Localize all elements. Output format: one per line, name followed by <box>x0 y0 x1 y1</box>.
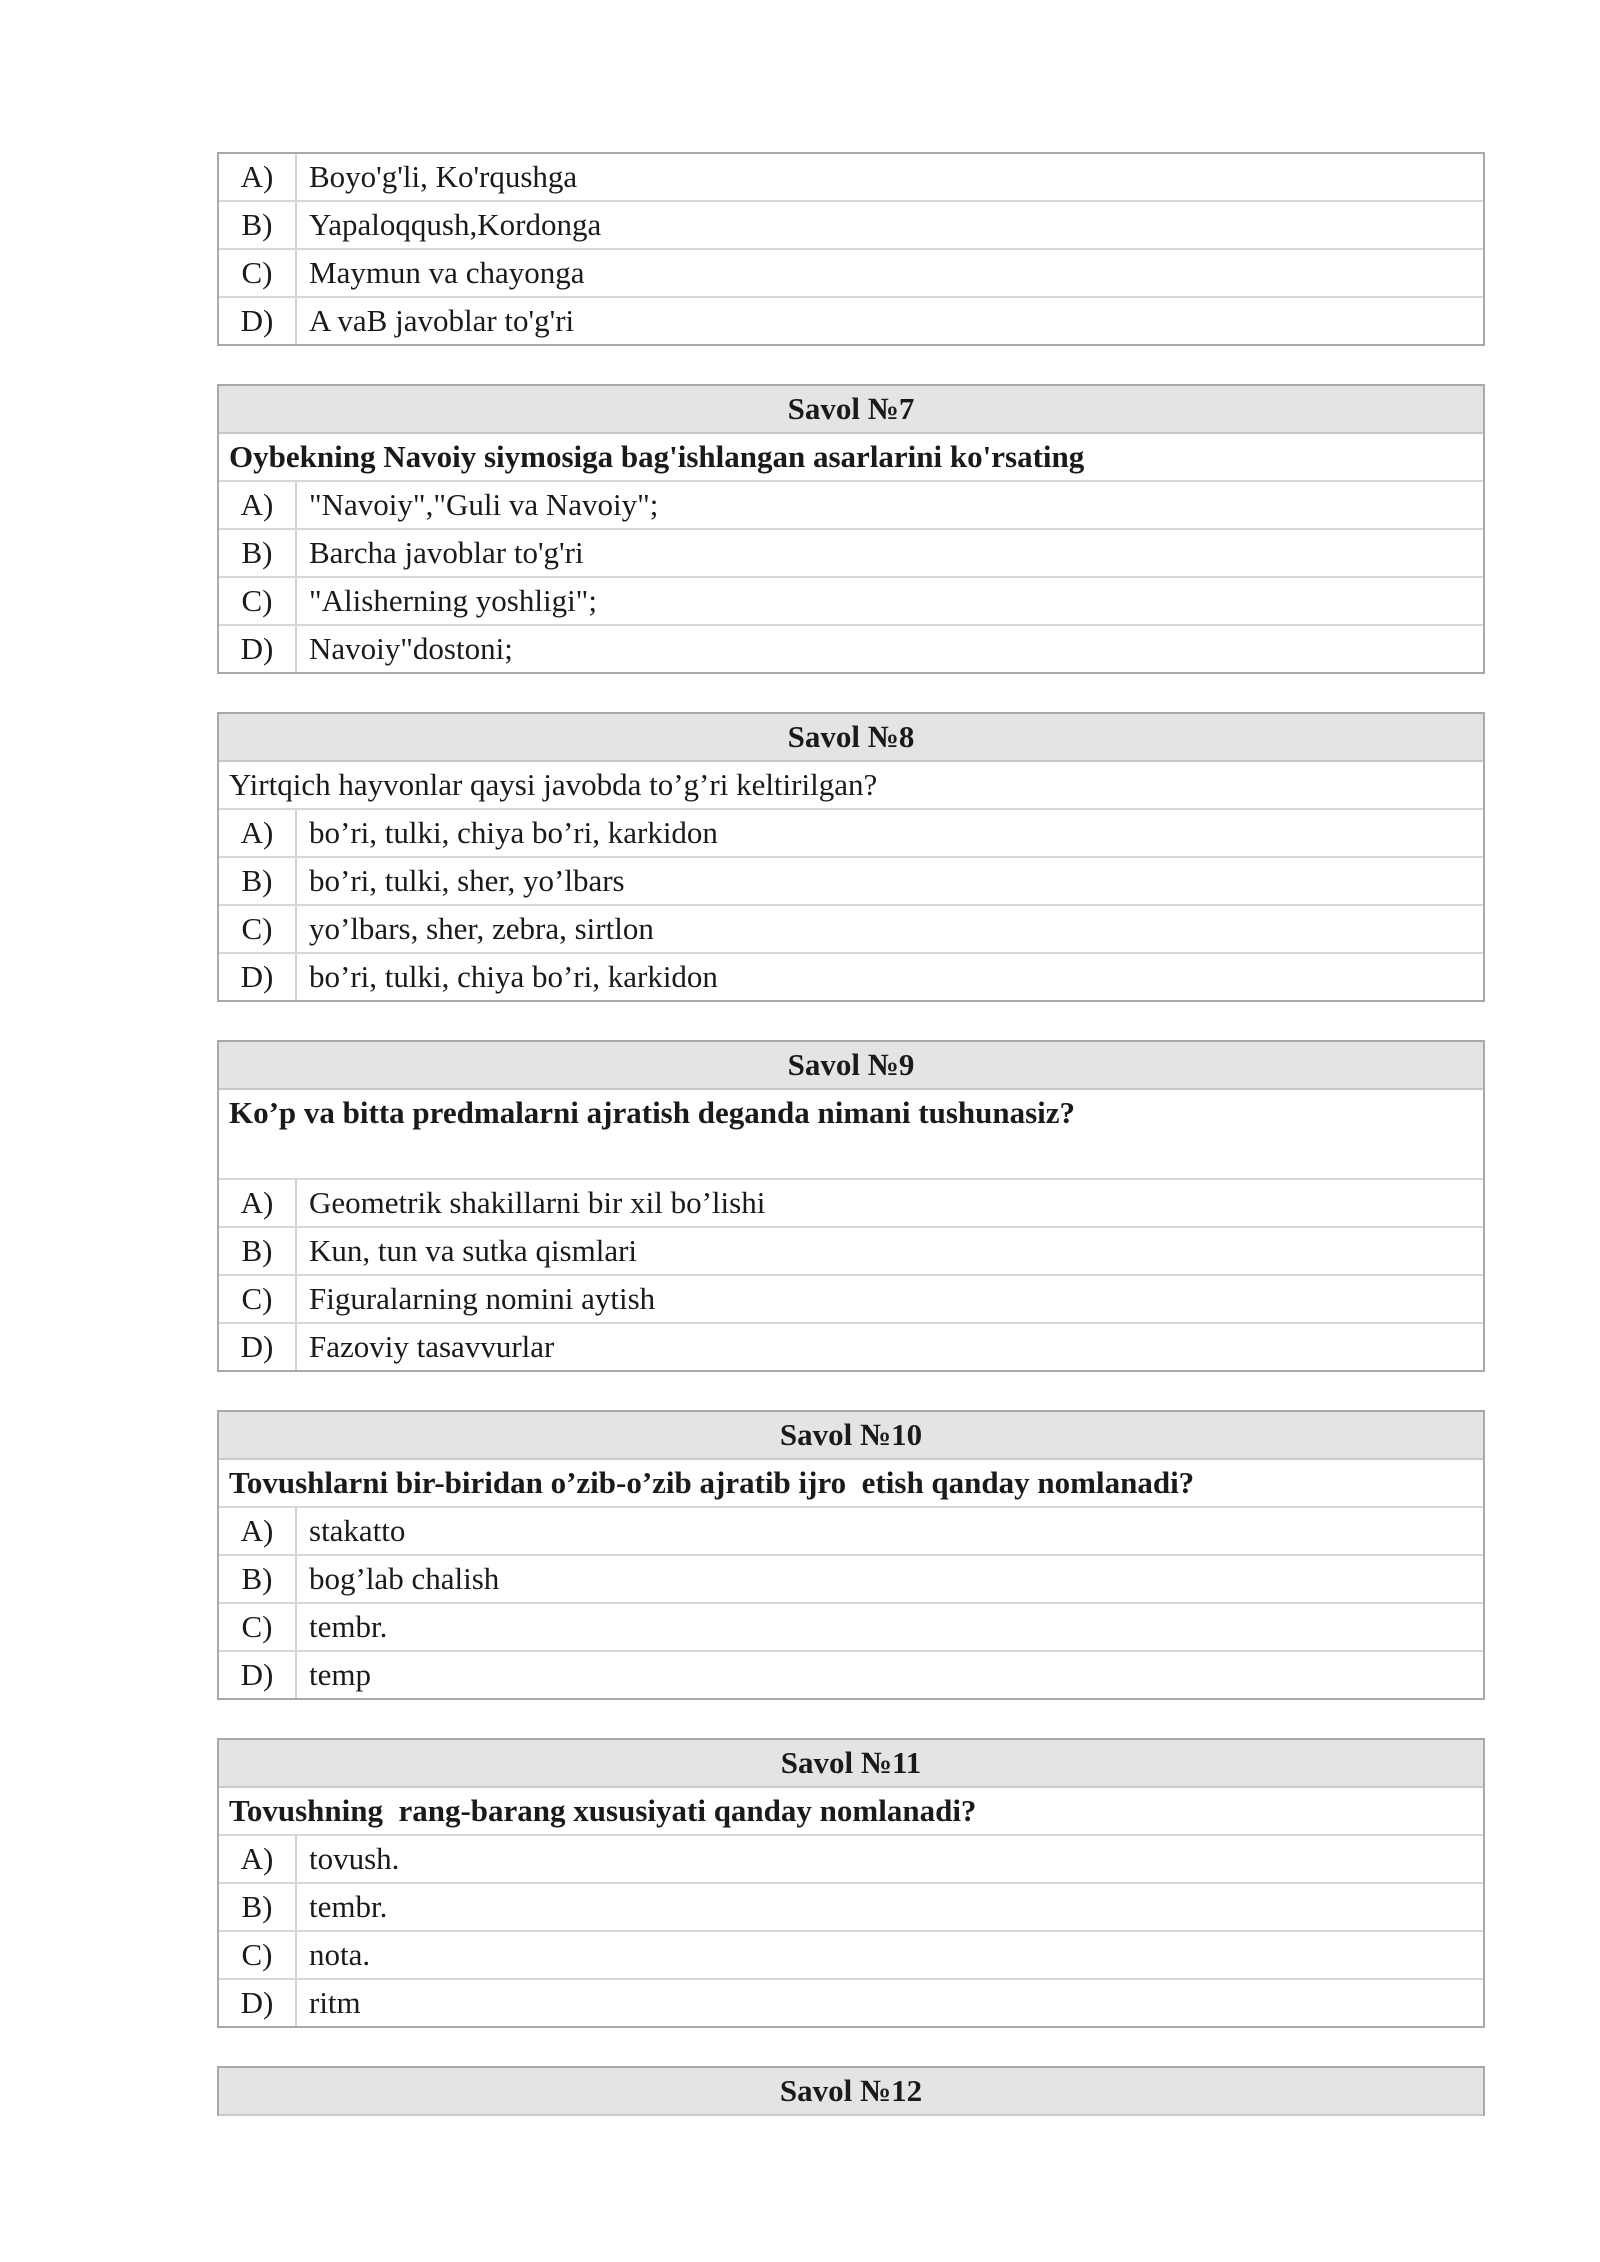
option-row <box>219 1604 1483 1652</box>
option-row <box>219 1324 1483 1370</box>
question-10-table <box>217 1410 1485 1700</box>
option-text: Maymun va chayonga <box>309 255 585 290</box>
option-row <box>219 906 1483 954</box>
option-letter: B) <box>219 858 297 904</box>
option-text: tovush. <box>309 1841 400 1876</box>
option-letter: D) <box>219 626 297 672</box>
option-letter: A) <box>219 482 297 528</box>
option-letter: B) <box>219 1556 297 1602</box>
quiz-page <box>217 152 1485 2116</box>
option-row <box>219 858 1483 906</box>
option-letter: A) <box>219 810 297 856</box>
option-row <box>219 482 1483 530</box>
option-text: A vaB javoblar to'g'ri <box>309 303 575 338</box>
option-text: bo’ri, tulki, chiya bo’ri, karkidon <box>309 959 718 994</box>
option-letter: D) <box>219 1980 297 2026</box>
option-row <box>219 202 1483 250</box>
question-header: Savol №8 <box>219 714 1483 762</box>
option-text: Barcha javoblar to'g'ri <box>309 535 584 570</box>
option-text: Geometrik shakillarni bir xil bo’lishi <box>309 1185 766 1220</box>
option-letter: C) <box>219 1276 297 1322</box>
option-row <box>219 578 1483 626</box>
option-text: "Navoiy","Guli va Navoiy"; <box>309 487 659 522</box>
question-text: Tovushlarni bir-biridan o’zib-o’zib ajratib ijro etish qanday nomlanadi? <box>219 1460 1483 1508</box>
question-12-table <box>217 2066 1485 2116</box>
question-header: Savol №12 <box>219 2068 1483 2116</box>
option-text: ritm <box>309 1985 361 2020</box>
option-letter: C) <box>219 1932 297 1978</box>
option-row <box>219 298 1483 344</box>
option-row <box>219 810 1483 858</box>
question-6-table <box>217 152 1485 346</box>
question-text: Tovushning rang-barang xususiyati qanday nomlanadi? <box>219 1788 1483 1836</box>
option-row <box>219 626 1483 672</box>
option-text: "Alisherning yoshligi"; <box>309 583 597 618</box>
option-row <box>219 1276 1483 1324</box>
option-text: temp <box>309 1657 371 1692</box>
question-text: Ko’p va bitta predmalarni ajratish deganda nimani tushunasiz? <box>219 1090 1483 1180</box>
option-letter: B) <box>219 530 297 576</box>
option-letter: C) <box>219 578 297 624</box>
question-header: Savol №11 <box>219 1740 1483 1788</box>
option-letter: D) <box>219 1652 297 1698</box>
option-text: nota. <box>309 1937 371 1972</box>
option-row <box>219 1228 1483 1276</box>
option-row <box>219 530 1483 578</box>
option-letter: A) <box>219 1180 297 1226</box>
option-letter: A) <box>219 1508 297 1554</box>
option-letter: C) <box>219 250 297 296</box>
option-row <box>219 1836 1483 1884</box>
option-letter: D) <box>219 298 297 344</box>
option-text: Figuralarning nomini aytish <box>309 1281 656 1316</box>
option-letter: A) <box>219 1836 297 1882</box>
option-row <box>219 1180 1483 1228</box>
option-letter: C) <box>219 1604 297 1650</box>
option-text: Yapaloqqush,Kordonga <box>309 207 602 242</box>
option-text: tembr. <box>309 1609 388 1644</box>
option-text: yo’lbars, sher, zebra, sirtlon <box>309 911 654 946</box>
option-row <box>219 1884 1483 1932</box>
option-row <box>219 1652 1483 1698</box>
option-row <box>219 1508 1483 1556</box>
question-8-table <box>217 712 1485 1002</box>
option-text: bo’ri, tulki, sher, yo’lbars <box>309 863 625 898</box>
question-header: Savol №7 <box>219 386 1483 434</box>
option-text: tembr. <box>309 1889 388 1924</box>
option-row <box>219 1932 1483 1980</box>
option-letter: D) <box>219 1324 297 1370</box>
option-text: Kun, tun va sutka qismlari <box>309 1233 638 1268</box>
option-text: Boyo'g'li, Ko'rqushga <box>309 159 578 194</box>
option-text: stakatto <box>309 1513 406 1548</box>
option-letter: B) <box>219 1228 297 1274</box>
option-text: Navoiy"dostoni; <box>309 631 513 666</box>
option-text: bog’lab chalish <box>309 1561 500 1596</box>
option-row <box>219 154 1483 202</box>
question-header: Savol №9 <box>219 1042 1483 1090</box>
option-text: bo’ri, tulki, chiya bo’ri, karkidon <box>309 815 718 850</box>
question-9-table <box>217 1040 1485 1372</box>
option-letter: B) <box>219 1884 297 1930</box>
option-letter: D) <box>219 954 297 1000</box>
option-text: Fazoviy tasavvurlar <box>309 1329 555 1364</box>
question-11-table <box>217 1738 1485 2028</box>
option-row <box>219 954 1483 1000</box>
option-letter: A) <box>219 154 297 200</box>
option-row <box>219 1980 1483 2026</box>
question-text: Yirtqich hayvonlar qaysi javobda to’g’ri keltirilgan? <box>219 762 1483 810</box>
option-letter: C) <box>219 906 297 952</box>
option-row <box>219 1556 1483 1604</box>
question-header: Savol №10 <box>219 1412 1483 1460</box>
option-letter: B) <box>219 202 297 248</box>
question-text: Oybekning Navoiy siymosiga bag'ishlangan asarlarini ko'rsating <box>219 434 1483 482</box>
option-row <box>219 250 1483 298</box>
question-7-table <box>217 384 1485 674</box>
